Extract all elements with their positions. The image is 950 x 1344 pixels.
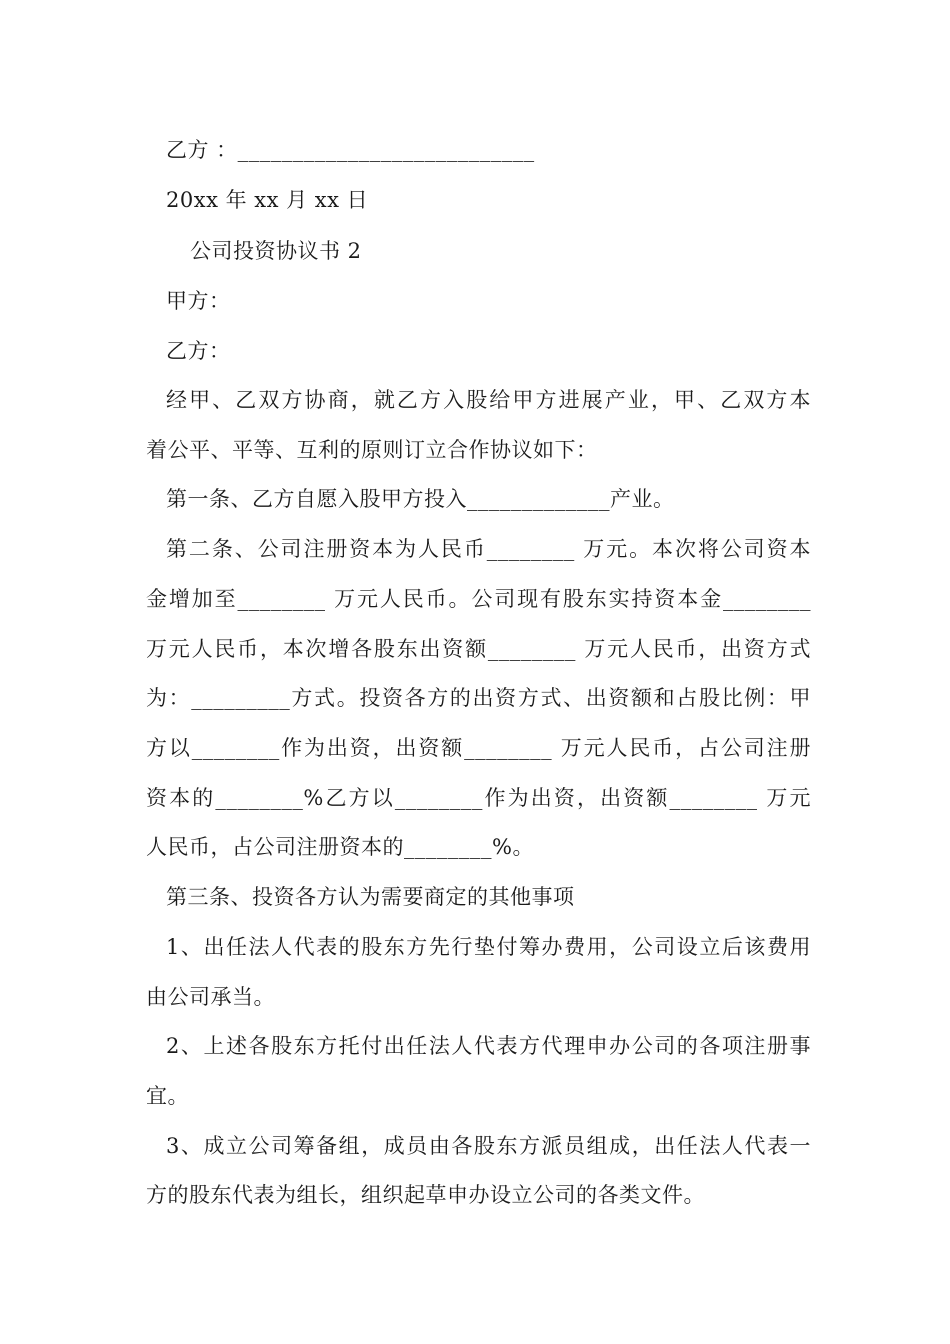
date-line: 20xx 年 xx 月 xx 日 (166, 188, 369, 212)
article-2-line-7: 人民币，占公司注册资本的________%。 (146, 835, 534, 859)
intro-paragraph-line-1: 经甲、乙双方协商，就乙方入股给甲方进展产业，甲、乙双方本 (166, 388, 811, 412)
party-b-signature-line: 乙方 ：___________________________ (166, 138, 535, 162)
article-2-line-2: 金增加至________ 万元人民币。公司现有股东实持资本金________ (146, 587, 811, 611)
item-1-line-1: 1、出任法人代表的股东方先行垫付筹办费用，公司设立后该费用 (166, 935, 811, 959)
item-1-line-2: 由公司承当。 (146, 985, 275, 1009)
article-3-heading: 第三条、投资各方认为需要商定的其他事项 (166, 885, 575, 909)
article-1: 第一条、乙方自愿入股甲方投入_____________产业。 (166, 487, 675, 511)
article-2-line-5: 方以________作为出资，出资额________ 万元人民币，占公司注册 (146, 736, 811, 760)
article-2-line-6: 资本的________%乙方以________作为出资，出资额________ 万元 (146, 786, 811, 810)
party-a-label: 甲方： (166, 289, 231, 313)
party-b-label: 乙方： (166, 339, 231, 363)
item-3-line-1: 3、成立公司筹备组，成员由各股东方派员组成，出任法人代表一 (166, 1134, 811, 1158)
item-2-line-2: 宜。 (146, 1084, 189, 1108)
document-title: 公司投资协议书 2 (190, 239, 362, 263)
article-2-line-1: 第二条、公司注册资本为人民币________ 万元。本次将公司资本 (166, 537, 811, 561)
item-3-line-2: 方的股东代表为组长，组织起草申办设立公司的各类文件。 (146, 1183, 705, 1207)
item-2-line-1: 2、上述各股东方托付出任法人代表方代理申办公司的各项注册事 (166, 1034, 811, 1058)
article-2-line-3: 万元人民币，本次增各股东出资额________ 万元人民币，出资方式 (146, 637, 811, 661)
article-2-line-4: 为：_________方式。投资各方的出资方式、出资额和占股比例：甲 (146, 686, 811, 710)
intro-paragraph-line-2: 着公平、平等、互利的原则订立合作协议如下： (146, 438, 598, 462)
